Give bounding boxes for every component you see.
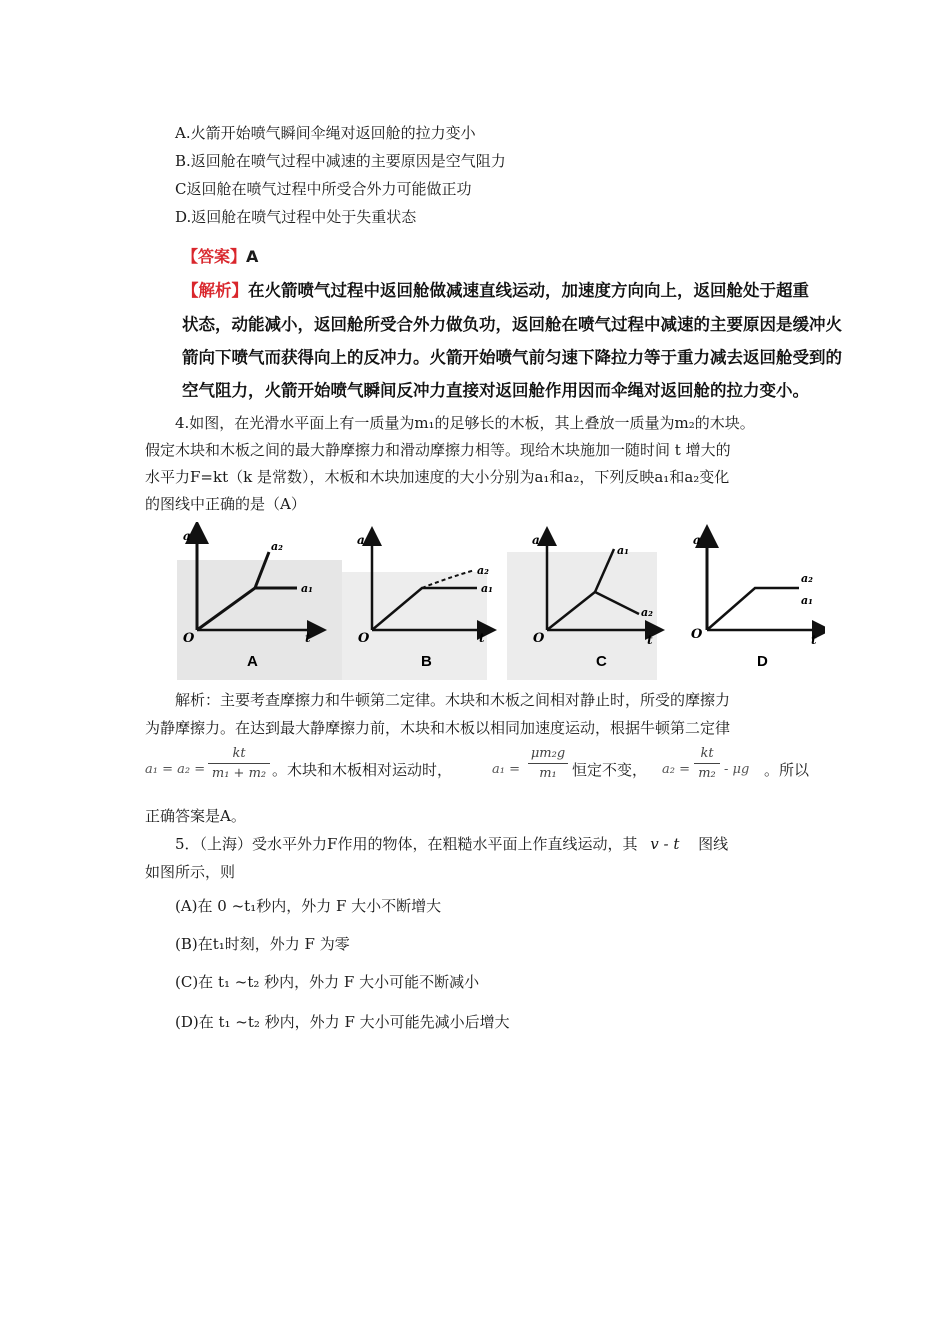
q4-line-2: 假定木块和木板之间的最大静摩擦力和滑动摩擦力相等。现给木块施加一随时间 t 增大的 [145,441,731,459]
eq1-fraction [208,746,270,781]
graph-b-curve-2: a₁ [481,582,493,595]
analysis-line-2: 为静摩擦力。在达到最大静摩擦力前，木块和木板以相同加速度运动，根据牛顿第二定律 [145,719,731,737]
graph-b-x-label: t [479,631,485,645]
analysis-text-c: 。所以 [764,761,810,779]
graph-b-origin: O [358,631,370,646]
graph-a-y-label: a [183,529,191,543]
q4-line-3: 水平力F=kt（k 是常数），木板和木块加速度的大小分别为a₁和a₂，下列反映a₁和a₂变化 [145,468,730,486]
eq2-fraction [528,746,568,781]
eq3-tail: - μg [724,762,750,777]
option-c: C返回舱在喷气过程中所受合外力可能做正功 [175,180,472,198]
answer-line [182,244,258,267]
analysis-text-b: 恒定不变， [572,761,648,779]
analysis-line-1: 解析：主要考查摩擦力和牛顿第二定律。木块和木板之间相对静止时，所受的摩擦力 [175,691,731,709]
analysis-line-4: 正确答案是A。 [145,807,246,825]
q5-option-b: (B)在t₁时刻，外力 F 为零 [175,935,350,953]
answer-value: A [246,247,259,266]
explanation-tag: 【解析】 [182,281,248,300]
q5-line-1: 5．（上海）受水平外力F作用的物体，在粗糙水平面上作直线运动，其 v - t 图线 [175,835,729,853]
graph-a-curve-2: a₁ [301,582,313,595]
graph-d-curve-2: a₁ [801,594,813,607]
q5-line-2: 如图所示，则 [145,863,236,881]
q5-option-a: (A)在 0 ~t₁秒内，外力 F 大小不断增大 [175,897,442,915]
eq3-fraction [694,746,720,781]
graph-b-curve-1: a₂ [477,564,489,577]
graph-a-curve-1: a₂ [271,540,283,553]
graph-d [691,533,822,670]
graph-c-curve-1: a₁ [617,544,629,557]
eq1-lhs: a₁ = a₂ = [145,762,206,777]
analysis-text-a: 。木块和木板相对运动时， [272,761,453,779]
q5-option-c: (C)在 t₁ ~t₂ 秒内，外力 F 大小可能不断减小 [175,973,480,991]
graph-c-x-label: t [647,633,653,647]
graph-c-label: C [596,653,607,670]
scan-background-c [507,552,657,680]
explanation-line-1: 【解析】在火箭喷气过程中返回舱做减速直线运动，加速度方向向上，返回舱处于超重 [182,281,809,300]
graph-d-curve-1: a₂ [801,572,813,585]
explanation-line-4: 空气阻力，火箭开始喷气瞬间反冲力直接对返回舱作用因而伞绳对返回舱的拉力变小。 [182,381,809,400]
eq2-denominator: m₁ [539,766,557,781]
answer-tag: 【答案】 [182,247,247,266]
eq3-denominator: m₂ [698,766,716,781]
eq2-numerator: μm₂g [530,746,566,761]
graph-b-y-label: a [357,533,365,547]
eq3-lhs: a₂ = [662,762,690,777]
graph-d-y-label: a [693,533,701,547]
graph-c-y-label: a [532,533,540,547]
graph-c-curve-2: a₂ [641,606,653,619]
graph-d-x-label: t [811,633,817,647]
graph-a-x-label: t [305,631,311,645]
graph-d-label: D [757,653,768,670]
option-a: A.火箭开始喷气瞬间伞绳对返回舱的拉力变小 [175,124,476,142]
q4-line-4: 的图线中正确的是（A） [145,495,306,513]
explanation-line-3: 箭向下喷气而获得向上的反冲力。火箭开始喷气前匀速下降拉力等于重力减去返回舱受到的 [182,348,842,367]
option-d: D.返回舱在喷气过程中处于失重状态 [175,208,417,226]
eq1-numerator: kt [232,746,246,761]
graph-a-label: A [247,653,258,670]
graph-c-origin: O [533,631,545,646]
graph-a-origin: O [183,631,195,646]
explanation-line-2: 状态，动能减小，返回舱所受合外力做负功，返回舱在喷气过程中减速的主要原因是缓冲火 [182,315,842,334]
eq2-lhs: a₁ = [492,762,520,777]
q5-vt-variable: v - t [650,835,680,853]
eq1-denominator: m₁ + m₂ [211,766,267,781]
graph-b-label: B [421,653,432,670]
q4-line-1: 4.如图，在光滑水平面上有一质量为m₁的足够长的木板，其上叠放一质量为m₂的木块。 [175,414,755,432]
q5-option-d: (D)在 t₁ ~t₂ 秒内，外力 F 大小可能先减小后增大 [175,1013,510,1031]
q4-graphs-figure [177,522,825,682]
graph-d-origin: O [691,627,703,642]
eq3-numerator: kt [700,746,714,761]
option-b: B.返回舱在喷气过程中减速的主要原因是空气阻力 [175,152,506,170]
